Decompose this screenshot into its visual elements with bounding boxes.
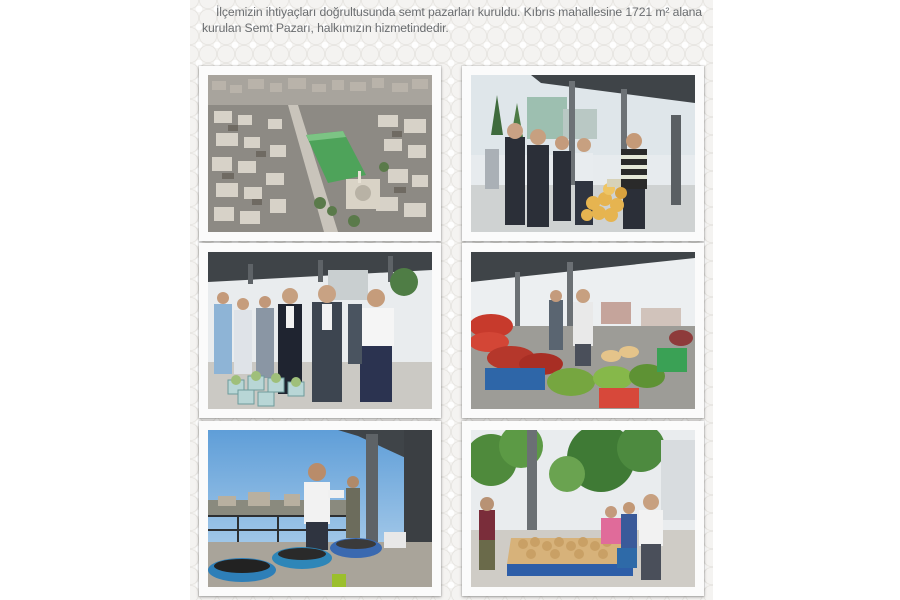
photo-frame-vegetable-stalls: [462, 243, 704, 418]
intro-paragraph: İlçemizin ihtiyaçları doğrultusunda semt pazarları kuruldu. Kıbrıs mahallesine 1721 m² alana kurulan Semt Pazarı, halkımızın hizmetindedir.: [202, 5, 702, 35]
photo-frame-olive-vendor: [199, 421, 441, 596]
vendor-olives-photo: [208, 430, 432, 587]
aerial-city-photo: [208, 75, 432, 232]
vegetable-stalls-photo: [471, 252, 695, 409]
photo-frame-aerial: [199, 66, 441, 241]
document-page: [190, 0, 713, 600]
potato-stall-photo: [471, 430, 695, 587]
officials-melon-stall-photo: [471, 75, 695, 232]
photo-frame-melon-stall: [462, 66, 704, 241]
photo-frame-potato-stall: [462, 421, 704, 596]
officials-walking-photo: [208, 252, 432, 409]
photo-frame-officials-walking: [199, 243, 441, 418]
